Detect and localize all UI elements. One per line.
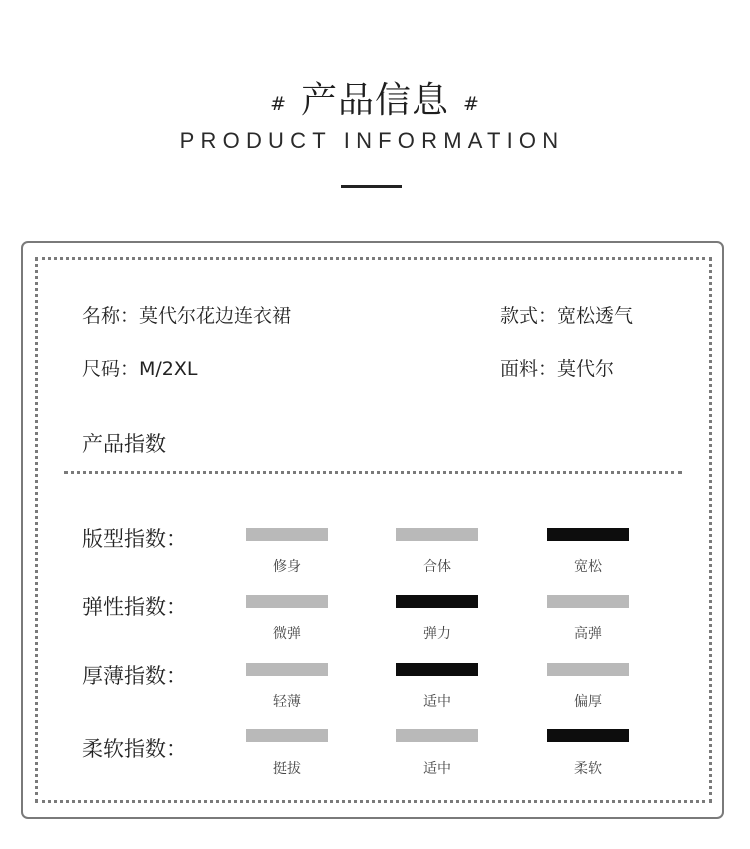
product-fabric: 面料：莫代尔 [500,358,615,380]
page-title [0,72,750,123]
title-cn-text: 产品信息 [300,80,449,121]
product-name: 名称：莫代尔花边连衣裙 [82,305,292,327]
product-size: 尺码：M/2XL [82,358,198,380]
index-bar [547,729,629,742]
title-underline [341,185,402,188]
index-bar [547,595,629,608]
index-section-title: 产品指数 [82,432,166,456]
index-option-label: 弹力 [423,626,451,642]
index-label-elasticity: 弹性指数： [82,595,187,619]
index-bar [547,663,629,676]
index-option-label: 高弹 [574,626,602,642]
index-bar [246,595,328,608]
hash-symbol-right: # [463,93,480,115]
index-bar [396,595,478,608]
index-option-label: 轻薄 [273,694,301,710]
index-option-label: 合体 [423,559,451,575]
index-option-label: 适中 [423,761,451,777]
index-bar [396,663,478,676]
index-bar [396,729,478,742]
index-label-thickness: 厚薄指数： [82,664,187,688]
index-bar [246,528,328,541]
index-option-label: 宽松 [574,559,602,575]
index-bar [396,528,478,541]
index-option-label: 微弹 [273,626,301,642]
index-label-softness: 柔软指数： [82,737,187,761]
index-option-label: 柔软 [574,761,602,777]
section-divider [64,471,682,474]
index-option-label: 偏厚 [574,694,602,710]
index-bar [246,729,328,742]
index-label-fit: 版型指数： [82,527,187,551]
index-bar [246,663,328,676]
product-style: 款式：宽松透气 [500,305,634,327]
index-bar [547,528,629,541]
hash-symbol-left: # [270,93,287,115]
page-subtitle: PRODUCT INFORMATION [179,128,565,153]
index-option-label: 修身 [273,559,301,575]
index-option-label: 挺拔 [273,761,301,777]
index-option-label: 适中 [423,694,451,710]
